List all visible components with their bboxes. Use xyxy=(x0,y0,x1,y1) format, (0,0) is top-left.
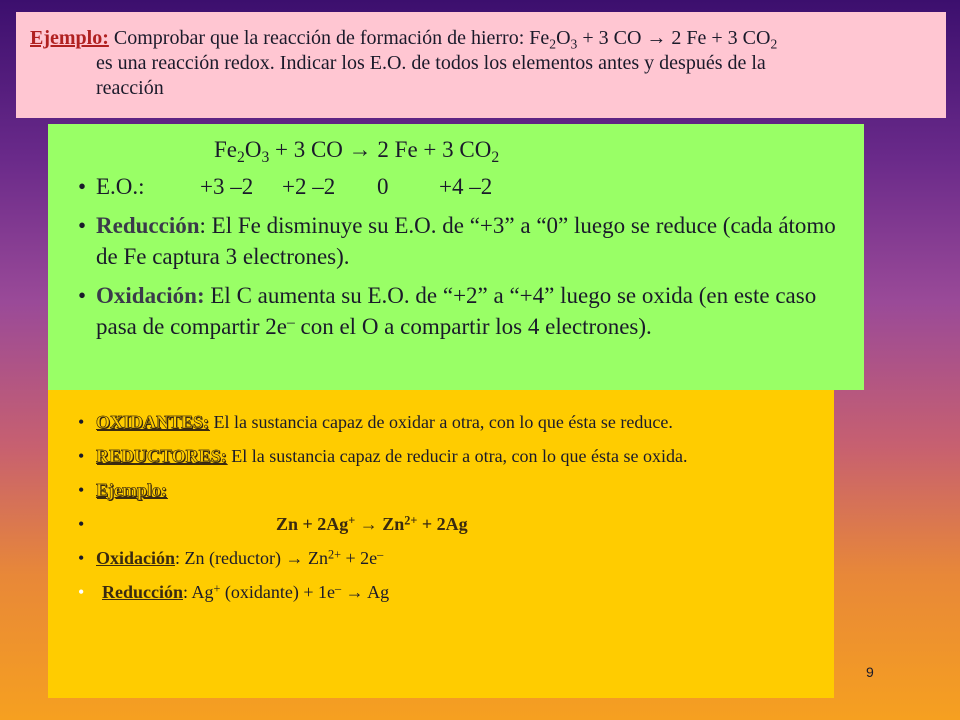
page-number: 9 xyxy=(866,664,874,680)
example-label: Ejemplo: xyxy=(30,27,109,49)
header-line-3: reacción xyxy=(96,77,164,99)
zinc-silver-equation: $Zn + 2Ag^+ \to Zn^{2+} + 2Ag$ xyxy=(276,513,468,534)
reduction-text: : El Fe disminuye su E.O. de “+3” a “0” luego se reduce (cada átomo de Fe captura 3 electrones). xyxy=(96,213,836,269)
reductores-bullet: • REDUCTORES: El la sustancia capaz de reducir a otra, con lo que ésta se oxida. xyxy=(78,444,820,468)
header-intro: Comprobar que la reacción de formación de hierro: xyxy=(108,27,530,49)
silver-reduction-bullet: • Reducción: Ag+ (oxidante) + 1e– → Ag xyxy=(78,580,820,604)
oxidantes-bullet: • OXIDANTES: El la sustancia capaz de oxidar a otra, con lo que ésta se reduce. xyxy=(78,410,820,434)
eo-value: +2 –2 xyxy=(282,174,336,199)
oxidation-label: Oxidación: xyxy=(96,283,205,308)
ejemplo-bullet xyxy=(78,478,820,502)
definitions-box xyxy=(48,390,834,698)
reduction-label: Reducción xyxy=(96,213,200,238)
zinc-silver-equation-bullet xyxy=(78,512,820,536)
eo-value: +4 –2 xyxy=(439,174,493,199)
eo-value: 0 xyxy=(377,174,389,199)
reaction-equation: $Fe_2O_3 + 3$ CO → 2 Fe + 3 $CO_2$ xyxy=(214,137,500,166)
redox-analysis-box xyxy=(48,124,864,390)
reduccion-label: Reducción xyxy=(102,582,183,602)
eo-value: +3 –2 xyxy=(200,174,254,199)
oxidacion-label: Oxidación xyxy=(96,548,176,568)
reductores-label: REDUCTORES: xyxy=(96,446,227,466)
ejemplo-label: Ejemplo: xyxy=(96,480,167,500)
oxidantes-label: OXIDANTES: xyxy=(96,412,210,432)
header-equation: $Fe_2O_3 + 3$ CO → 2 Fe + 3 $CO_2$ xyxy=(529,27,778,52)
oxidation-bullet: • Oxidación: El C aumenta su E.O. de “+2” a “+4” luego se oxida (en este caso pasa de compartir 2e– con el O a compartir los 4 electrones). xyxy=(78,280,850,342)
header-line-1 xyxy=(30,26,932,51)
reduction-bullet xyxy=(78,210,850,272)
example-header-box xyxy=(16,12,946,118)
zinc-oxidation-bullet: • Oxidación: Zn (reductor) → $Zn^{2+} + 2e^-$ xyxy=(78,546,820,570)
oxidation-states-bullet xyxy=(78,171,850,202)
eo-label: E.O.: xyxy=(96,174,145,199)
header-line-2: es una reacción redox. Indicar los E.O. de todos los elementos antes y después de la xyxy=(96,52,766,74)
